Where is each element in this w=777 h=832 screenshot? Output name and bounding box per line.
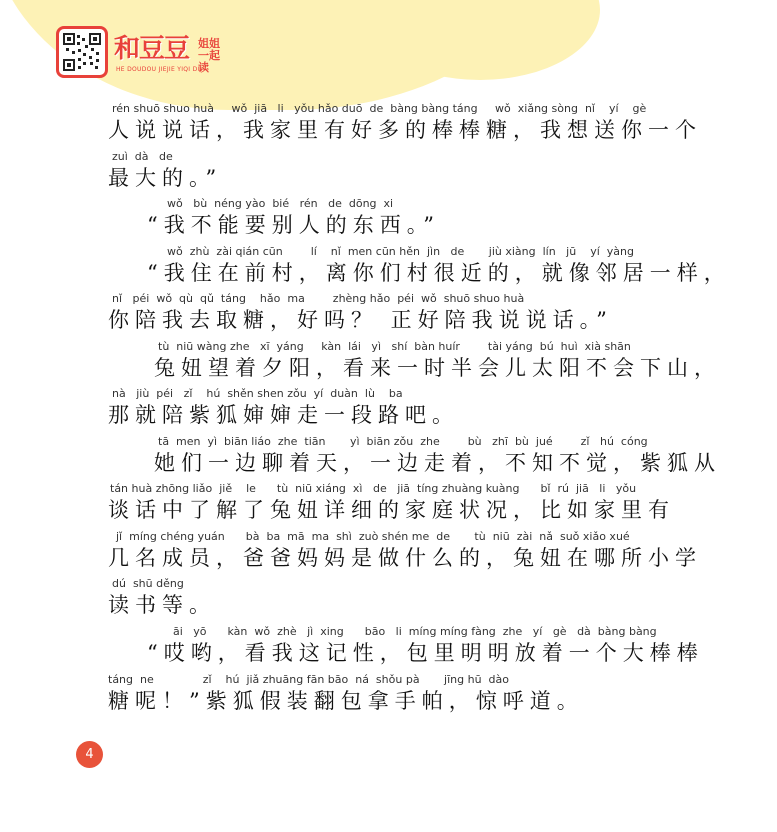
brand-subtitle: HE DOUDOU JIEJIE YIQI DU [116,66,203,73]
hanzi-line: 几名成员，爸爸妈妈是做什么的，兔妞在哪所小学 [108,546,702,570]
pinyin-line: táng ne zǐ hú jiǎ zhuāng fān bāo ná shǒu pà jīng hū dào [108,673,509,686]
hanzi-line: 兔妞望着夕阳，看来一时半会儿太阳不会下山， [154,356,721,380]
pinyin-line: wǒ bù néng yào bié rén de dōng xi [167,197,394,210]
pinyin-line: nǐ péi wǒ qù qǔ táng hǎo ma zhèng hǎo péi wǒ shuō shuo huà [112,292,525,305]
hanzi-line: “我住在前村，离你们村很近的，就像邻居一样， [147,261,731,285]
hanzi-line: 最大的。” [108,166,223,190]
hanzi-line: “我不能要别人的东西。” [147,213,440,237]
pinyin-line: āi yō kàn wǒ zhè jì xing bāo li míng míng fàng zhe yí gè dà bàng bàng [173,625,657,638]
pinyin-line: zuì dà de [112,150,173,163]
pinyin-line: tán huà zhōng liǎo jiě le tù niū xiáng xì de jiā tíng zhuàng kuàng bǐ rú jiā li yǒu [110,482,637,495]
hanzi-line: 她们一边聊着天，一边走着，不知不觉，紫狐从 [154,451,721,475]
pinyin-line: rén shuō shuo huà wǒ jiā li yǒu hǎo duō de bàng bàng táng wǒ xiǎng sòng nǐ yí gè [112,102,647,115]
brand-logo [56,26,256,84]
qr-code [56,26,108,78]
hanzi-line: “哎哟，看我这记性，包里明明放着一个大棒棒 [147,641,704,665]
page-number: 4 [76,741,103,768]
hanzi-line: 人说说话，我家里有好多的棒棒糖，我想送你一个 [108,118,702,142]
hanzi-line: 谈话中了解了兔妞详细的家庭状况，比如家里有 [108,498,675,522]
hanzi-line: 你陪我去取糖，好吗？ 正好陪我说说话。” [108,308,613,332]
hanzi-line: 读书等。 [108,593,216,617]
pinyin-line: nà jiù péi zǐ hú shěn shen zǒu yí duàn lù ba [112,387,403,400]
pinyin-line: tù niū wàng zhe xī yáng kàn lái yì shí bàn huír tài yáng bú huì xià shān [158,340,631,353]
pinyin-line: wǒ zhù zài qián cūn lí nǐ men cūn hěn jìn de jiù xiàng lín jū yí yàng [167,245,634,258]
pinyin-line: jǐ míng chéng yuán bà ba mā ma shì zuò shén me de tù niū zài nǎ suǒ xiǎo xué [116,530,630,543]
brand-title: 和豆豆 [114,34,190,64]
hanzi-line: 那就陪紫狐婶婶走一段路吧。 [108,403,459,427]
hanzi-line: 糖呢！”紫狐假装翻包拿手帕，惊呼道。 [108,689,584,713]
pinyin-line: tā men yì biān liáo zhe tiān yì biān zǒu zhe bù zhī bù jué zǐ hú cóng [158,435,648,448]
pinyin-line: dú shū děng [112,577,184,590]
brand-tagline: 姐姐一起读 [198,37,220,74]
